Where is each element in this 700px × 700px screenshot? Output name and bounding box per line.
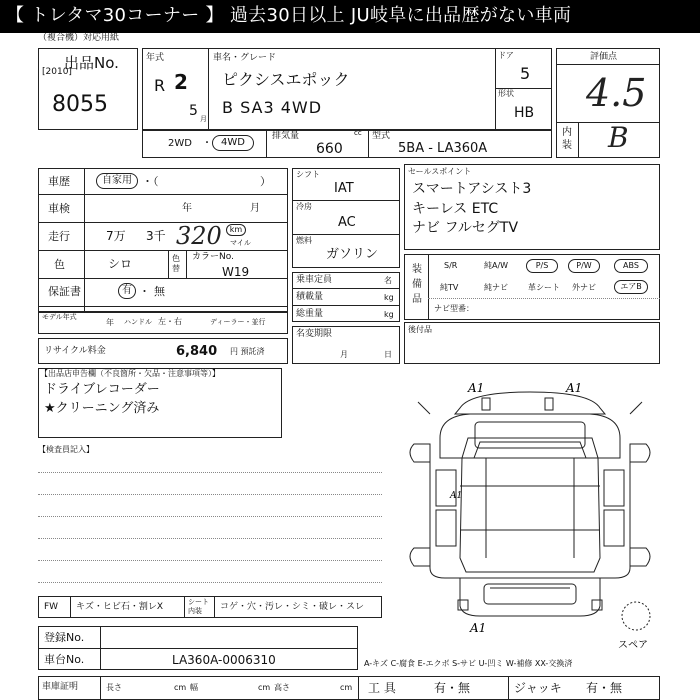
garage-cert-label: 車庫証明 [42,682,79,692]
lot-year-stamp: [2010] [42,67,72,77]
interior-label: 内装 [562,127,572,151]
drive-dot: ・ [202,138,212,149]
score-label: 評価点 [590,52,618,62]
car-name: ピクシスエポック [222,70,350,89]
drive-4wd-circled: 4WD [212,135,254,151]
mileage-sen: 3千 [146,229,166,243]
notes-line-1: ドライブレコーダー [44,382,160,397]
fw-label: FW [44,602,59,612]
aftermarket-label: 後付品 [408,325,432,334]
car-grade: B SA3 4WD [222,98,323,117]
equip-navi-model: ナビ型番： [434,304,474,313]
equip-tv: 純TV [440,283,459,292]
history-rest: ・（ [142,175,159,188]
equip-navi: 純ナビ [484,283,508,292]
warranty-no: 無 [154,285,165,298]
capacity-label: 乗車定員 [296,275,333,285]
mileage-man: 7万 [106,229,126,243]
displacement-unit: cc [354,129,362,137]
warranty-dot: ・ [139,285,150,298]
mileage-mile: マイル [230,239,251,247]
sheet-subtitle: （複合機）対応用紙 [38,33,120,43]
diagram-mark-4: A1 [470,621,487,635]
ac-label: 冷房 [296,202,312,211]
tools-label: 工 具 [368,681,396,695]
garage-length-unit: cm [174,683,187,692]
fuel-label: 燃料 [296,236,312,245]
model-change-lr: 左・右 [158,317,182,326]
inspection-label: 車検 [48,202,70,215]
registration-label: 登録No. [44,631,85,644]
model-value: 5BA - LA360A [398,141,488,156]
recycle-unit: 円 預託済 [230,347,265,356]
ac-value: AC [338,215,356,230]
sales-point-2: キーレス ETC [412,201,499,217]
load-label: 積載量 [296,292,324,302]
garage-height-unit: cm [340,683,353,692]
car-name-label: 車名・グレード [213,53,277,63]
jack-label: ジャッキ [514,681,562,695]
aftermarket-box [404,322,660,364]
sales-point-1: スマートアシスト3 [412,181,532,197]
damage-legend: A-キズ C-腐食 E-エクボ S-サビ U-凹ミ W-補修 XX-交換済 [364,659,573,668]
fw-codes: キズ・ヒビ石・割レX [76,602,163,612]
garage-height: 高さ [274,683,290,692]
shift-value: IAT [334,181,354,196]
model-change-handle: ハンドル [124,318,152,326]
garage-width-unit: cm [258,683,271,692]
year-month: 5 [189,103,198,119]
jack-value: 有・無 [586,681,623,695]
seat-label: シート内装 [188,598,209,615]
body-shape-label: 形状 [498,89,514,98]
recycle-value: 6,840 [176,344,218,359]
equip-ext-navi: 外ナビ [572,283,596,292]
seat-codes: コゲ・穴・汚レ・シミ・破レ・スレ [220,602,365,612]
model-change-label: モデル年式 [42,313,77,321]
garage-length: 長さ [106,683,122,692]
mileage-handwritten: 320 [176,222,222,250]
year-value: 2 [174,70,188,94]
interior-value: B [608,121,629,154]
color-change-label: 色替 [172,254,180,273]
equipment-label: 装備品 [412,264,422,305]
spare-label: スペア [618,640,648,648]
color-code-label: カラーNo. [192,252,234,262]
shift-label: シフト [296,170,320,179]
capacity-unit: 名 [384,276,392,285]
name-change-month: 月 [340,350,348,359]
year-era: R [154,76,166,95]
inspection-year: 年 [182,203,192,214]
garage-width: 幅 [190,683,198,692]
history-close: ） [260,175,271,188]
fuel-value: ガソリン [326,247,379,262]
car-damage-diagram [400,378,660,648]
banner-text: 【 トレタマ30コーナー 】 過去30日以上 JU岐阜に出品歴がない車両 [6,5,572,26]
drive-2wd: 2WD [168,138,192,149]
diagram-mark-2: A1 [566,381,583,395]
equip-leather: 革シート [528,283,560,292]
equip-alloy: 純A/W [484,261,509,270]
warranty-yes: 有 [118,283,136,299]
chassis-label: 車台No. [44,653,85,666]
equip-abs-circled: ABS [614,259,648,273]
weight-unit: kg [384,310,394,319]
equip-sr: S/R [444,261,458,270]
history-selected: 自家用 [96,173,138,189]
displacement-label: 排気量 [272,131,300,141]
year-label: 年式 [146,53,165,63]
displacement-value: 660 [316,141,343,157]
model-change-dealer: ディーラー・並行 [210,318,266,326]
color-code: W19 [222,265,250,279]
diagram-mark-1: A1 [468,381,485,395]
equip-pw-circled: P/W [568,259,600,273]
chassis-value: LA360A-0006310 [172,653,276,667]
history-label: 車歴 [48,175,70,188]
recycle-label: リサイクル料金 [44,346,106,356]
mileage-label: 走行 [48,230,70,243]
warranty-label: 保証書 [48,285,81,298]
sales-point-3: ナビ フルセグTV [412,220,519,236]
color-value: シロ [108,257,133,271]
notes-line-2: ★クリーニング済み [44,401,160,416]
sales-points-label: セールスポイント [408,167,472,176]
name-change-day: 日 [384,350,392,359]
tools-value: 有・無 [434,681,471,695]
diagram-mark-3: A1 [450,491,463,501]
equip-airbag-circled: エアB [614,280,648,294]
equip-ps-circled: P/S [526,259,558,273]
doors-value: 5 [520,64,531,83]
lot-number: 8055 [52,92,108,117]
lot-label: 出品No. [64,54,119,72]
inspection-month: 月 [250,203,260,214]
name-change-label: 名変期限 [296,329,333,339]
year-month-unit: 月 [200,115,207,123]
model-change-year: 年 [106,318,114,327]
body-shape-value: HB [514,105,535,121]
load-unit: kg [384,293,394,302]
model-label: 型式 [372,131,391,141]
mileage-km: km [226,224,246,236]
score-value: 4.5 [586,71,647,115]
doors-label: ドア [498,51,514,60]
color-label: 色 [54,258,65,271]
weight-label: 総重量 [296,309,324,319]
inspector-label: 【検査員記入】 [38,445,94,454]
notes-label: 【出品店申告欄（不良箇所・欠品・注意事項等）】 [40,369,220,378]
